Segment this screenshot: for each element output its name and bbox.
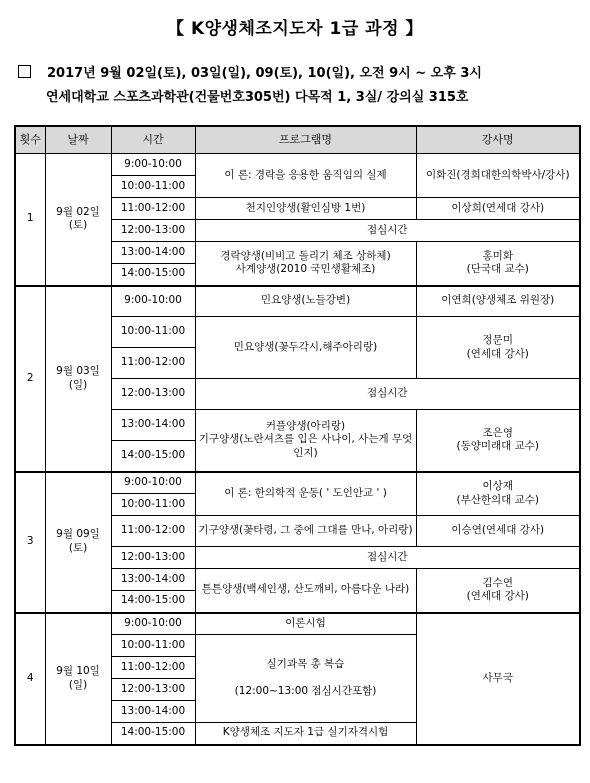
program-cell: 튼튼양생(백세인생, 산도깨비, 아름다운 나라) bbox=[195, 569, 416, 613]
header-session: 횟수 bbox=[15, 126, 45, 154]
instructor-cell: 이승연(연세대 강사) bbox=[416, 516, 580, 547]
program-cell: 천지인양생(활인심방 1번) bbox=[195, 198, 416, 220]
instructor-affiliation: (연세대 강사) bbox=[466, 347, 529, 360]
instructor-name: 홍미화 bbox=[482, 249, 513, 262]
time-cell: 9:00-10:00 bbox=[111, 286, 195, 317]
program-cell: 이 론: 한의학적 운동( ' 도인안교 ' ) bbox=[195, 472, 416, 516]
instructor-name: 정문미 bbox=[482, 333, 513, 346]
time-cell: 14:00-15:00 bbox=[111, 723, 195, 745]
table-row bbox=[15, 472, 580, 494]
program-line: 사계양생(2010 국민생활체조) bbox=[235, 263, 376, 276]
time-cell: 11:00-12:00 bbox=[111, 516, 195, 547]
program-cell bbox=[195, 242, 416, 286]
instructor-cell: 이연희(양생체조 위원장) bbox=[416, 286, 580, 317]
session-date: 9월 03일(일) bbox=[45, 286, 111, 472]
instructor-cell: 이상희(연세대 강사) bbox=[416, 198, 580, 220]
time-cell: 12:00-13:00 bbox=[111, 379, 195, 410]
time-cell: 9:00-10:00 bbox=[111, 154, 195, 176]
program-cell: 이론시험 bbox=[195, 613, 416, 635]
instructor-cell bbox=[416, 317, 580, 379]
page-title: 【 K양생체조지도자 1급 과정 】 bbox=[167, 19, 423, 39]
session-date: 9월 09일(토) bbox=[45, 472, 111, 613]
instructor-name: 김수연 bbox=[482, 576, 513, 589]
table-row bbox=[15, 286, 580, 317]
instructor-affiliation: (동양미래대 교수) bbox=[456, 440, 540, 453]
header-program: 프로그램명 bbox=[195, 126, 416, 154]
session-date: 9월 10일(일) bbox=[45, 613, 111, 745]
time-cell: 13:00-14:00 bbox=[111, 410, 195, 441]
program-cell: 민요양생(노들강변) bbox=[195, 286, 416, 317]
time-cell: 14:00-15:00 bbox=[111, 441, 195, 472]
time-cell: 11:00-12:00 bbox=[111, 348, 195, 379]
program-cell: K양생체조 지도자 1급 실기자격시험 bbox=[195, 723, 416, 745]
time-cell: 11:00-12:00 bbox=[111, 657, 195, 679]
program-line: 경락양생(비비고 돌리기 체조 상하체) bbox=[220, 249, 391, 262]
program-cell: 이 론: 경락을 응용한 움직임의 실제 bbox=[195, 154, 416, 198]
instructor-cell bbox=[416, 410, 580, 472]
lunch-cell: 점심시간 bbox=[195, 220, 580, 242]
instructor-name: 조은영 bbox=[482, 426, 513, 439]
program-line: 기구양생(노란셔츠를 입은 사나이, 사는게 무엇인지) bbox=[198, 433, 413, 460]
instructor-name: 이상재 bbox=[482, 480, 513, 493]
schedule-dates: 2017년 9월 02일(토), 03일(일), 09(토), 10(일), 오전 9시 ~ 오후 3시 bbox=[47, 66, 482, 81]
time-cell: 11:00-12:00 bbox=[111, 198, 195, 220]
lunch-cell: 점심시간 bbox=[195, 547, 580, 569]
time-cell: 13:00-14:00 bbox=[111, 242, 195, 264]
time-cell: 12:00-13:00 bbox=[111, 220, 195, 242]
table-header bbox=[15, 126, 580, 154]
instructor-cell bbox=[416, 569, 580, 613]
program-cell bbox=[195, 410, 416, 472]
schedule-info bbox=[18, 62, 482, 81]
time-cell: 14:00-15:00 bbox=[111, 264, 195, 286]
session-number: 2 bbox=[15, 286, 45, 472]
program-cell: 민요양생(꽃두각시,해주아리랑) bbox=[195, 317, 416, 379]
header-time: 시간 bbox=[111, 126, 195, 154]
time-cell: 10:00-11:00 bbox=[111, 494, 195, 516]
program-cell: 기구양생(꽃타령, 그 중에 그대를 만나, 아리랑) bbox=[195, 516, 416, 547]
time-cell: 10:00-11:00 bbox=[111, 176, 195, 198]
time-cell: 14:00-15:00 bbox=[111, 591, 195, 613]
time-cell: 12:00-13:00 bbox=[111, 679, 195, 701]
checkbox-icon bbox=[18, 65, 31, 78]
instructor-affiliation: (부산한의대 교수) bbox=[456, 493, 540, 506]
time-cell: 12:00-13:00 bbox=[111, 547, 195, 569]
venue-info: 연세대학교 스포츠과학관(건물번호305번) 다목적 1, 3실/ 강의실 315호 bbox=[46, 90, 469, 105]
schedule-table bbox=[14, 125, 581, 746]
instructor-cell: 이화진(경희대한의학박사/강사) bbox=[416, 154, 580, 198]
program-line: 커플양생(아리랑) bbox=[265, 419, 346, 432]
table-row bbox=[15, 154, 580, 176]
time-cell: 10:00-11:00 bbox=[111, 317, 195, 348]
header-instructor: 강사명 bbox=[416, 126, 580, 154]
program-cell bbox=[195, 635, 416, 723]
session-number: 4 bbox=[15, 613, 45, 745]
session-number: 3 bbox=[15, 472, 45, 613]
instructor-affiliation: (단국대 교수) bbox=[466, 263, 529, 276]
time-cell: 13:00-14:00 bbox=[111, 701, 195, 723]
program-line: 실기과목 총 복습 bbox=[266, 658, 345, 671]
instructor-affiliation: (연세대 강사) bbox=[466, 590, 529, 603]
instructor-cell bbox=[416, 242, 580, 286]
instructor-cell: 사무국 bbox=[416, 613, 580, 745]
table-row bbox=[15, 613, 580, 635]
lunch-cell: 점심시간 bbox=[195, 379, 580, 410]
time-cell: 10:00-11:00 bbox=[111, 635, 195, 657]
program-line: (12:00~13:00 점심시간포함) bbox=[234, 685, 377, 698]
instructor-cell bbox=[416, 472, 580, 516]
time-cell: 13:00-14:00 bbox=[111, 569, 195, 591]
time-cell: 9:00-10:00 bbox=[111, 613, 195, 635]
session-number: 1 bbox=[15, 154, 45, 286]
session-date: 9월 02일(토) bbox=[45, 154, 111, 286]
time-cell: 9:00-10:00 bbox=[111, 472, 195, 494]
header-date: 날짜 bbox=[45, 126, 111, 154]
